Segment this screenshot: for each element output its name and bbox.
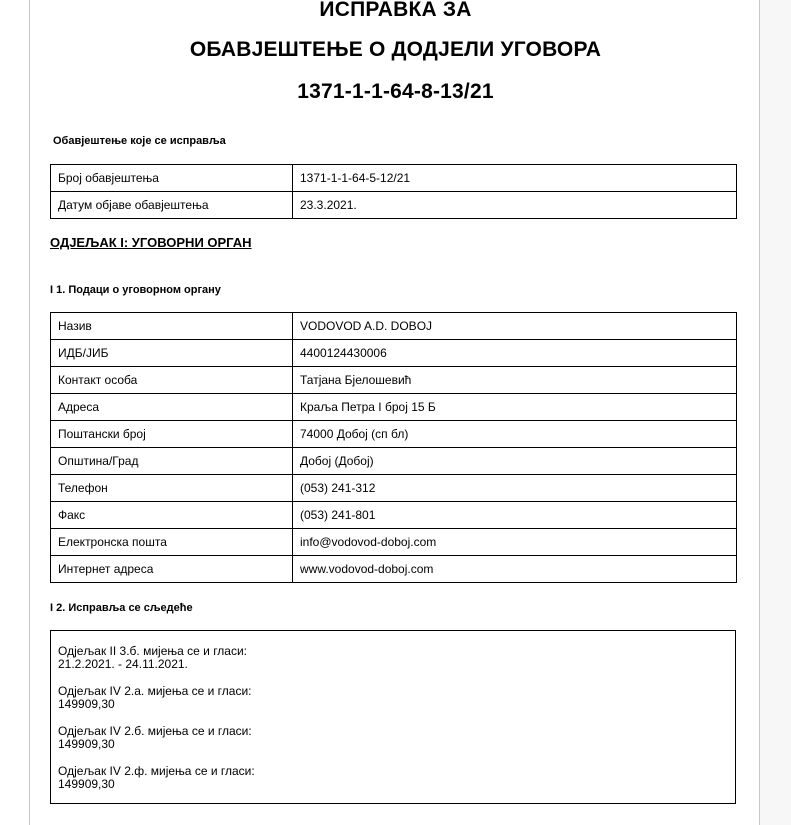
correction-item	[58, 765, 735, 791]
correction-label: Одјељак II 3.б. мијења се и гласи:	[58, 644, 248, 658]
table-key: Поштански број	[51, 421, 293, 448]
table-key: Датум објаве обавјештења	[51, 192, 293, 219]
table-key: Факс	[51, 502, 293, 529]
document-title-line2: ОБАВЈЕШТЕЊЕ О ДОДЈЕЛИ УГОВОРА	[189, 38, 602, 61]
table-value: 23.3.2021.	[293, 192, 737, 219]
viewer-background	[760, 0, 791, 825]
corrected-notice-heading: Обавјештење које се исправља	[53, 135, 226, 147]
table-value: 1371-1-1-64-5-12/21	[293, 165, 737, 192]
corrected-notice-table	[50, 164, 737, 219]
table-value: 74000 Добој (сп бл)	[293, 421, 737, 448]
table-key: Општина/Град	[51, 448, 293, 475]
document-title-number: 1371-1-1-64-8-13/21	[297, 80, 494, 103]
website-value: www.vodovod-doboj.com	[293, 556, 737, 583]
correction-label: Одјељак IV 2.ф. мијења се и гласи:	[58, 764, 255, 778]
table-row	[51, 394, 737, 421]
correction-value: 149909,30	[58, 777, 115, 791]
table-value: Добој (Добој)	[293, 448, 737, 475]
table-row	[51, 165, 737, 192]
subsection-heading-corrections: I 2. Исправља се сљедеће	[50, 602, 193, 614]
correction-value: 149909,30	[58, 697, 115, 711]
correction-value: 21.2.2021. - 24.11.2021.	[58, 657, 188, 671]
table-key: Телефон	[51, 475, 293, 502]
correction-item	[58, 645, 735, 671]
table-row	[51, 475, 737, 502]
table-key: Назив	[51, 313, 293, 340]
table-row	[51, 192, 737, 219]
table-row	[51, 529, 737, 556]
correction-item	[58, 725, 735, 751]
table-row	[51, 313, 737, 340]
table-key: ИДБ/ЈИБ	[51, 340, 293, 367]
table-key: Адреса	[51, 394, 293, 421]
table-row	[51, 340, 737, 367]
page-edge-left	[29, 0, 30, 825]
table-value: (053) 241-801	[293, 502, 737, 529]
correction-label: Одјељак IV 2.а. мијења се и гласи:	[58, 684, 252, 698]
contracting-authority-table	[50, 312, 737, 583]
table-value: VODOVOD A.D. DOBOJ	[293, 313, 737, 340]
table-value: (053) 241-312	[293, 475, 737, 502]
table-key: Контакт особа	[51, 367, 293, 394]
email-value: info@vodovod-doboj.com	[293, 529, 737, 556]
table-key: Интернет адреса	[51, 556, 293, 583]
table-row	[51, 421, 737, 448]
table-row	[51, 556, 737, 583]
correction-label: Одјељак IV 2.б. мијења се и гласи:	[58, 724, 252, 738]
document-title-line1: ИСПРАВКА ЗА	[319, 0, 472, 21]
correction-item	[58, 685, 735, 711]
correction-value: 149909,30	[58, 737, 115, 751]
corrections-box	[50, 630, 736, 804]
section-heading: ОДЈЕЉАК I: УГОВОРНИ ОРГАН	[50, 235, 252, 250]
table-key: Електронска пошта	[51, 529, 293, 556]
table-row	[51, 367, 737, 394]
table-row	[51, 502, 737, 529]
subsection-heading: I 1. Подаци о уговорном органу	[50, 284, 221, 296]
table-value: Татјана Бјелошевић	[293, 367, 737, 394]
table-row	[51, 448, 737, 475]
table-key: Број обавјештења	[51, 165, 293, 192]
table-value: 4400124430006	[293, 340, 737, 367]
table-value: Краља Петра I број 15 Б	[293, 394, 737, 421]
